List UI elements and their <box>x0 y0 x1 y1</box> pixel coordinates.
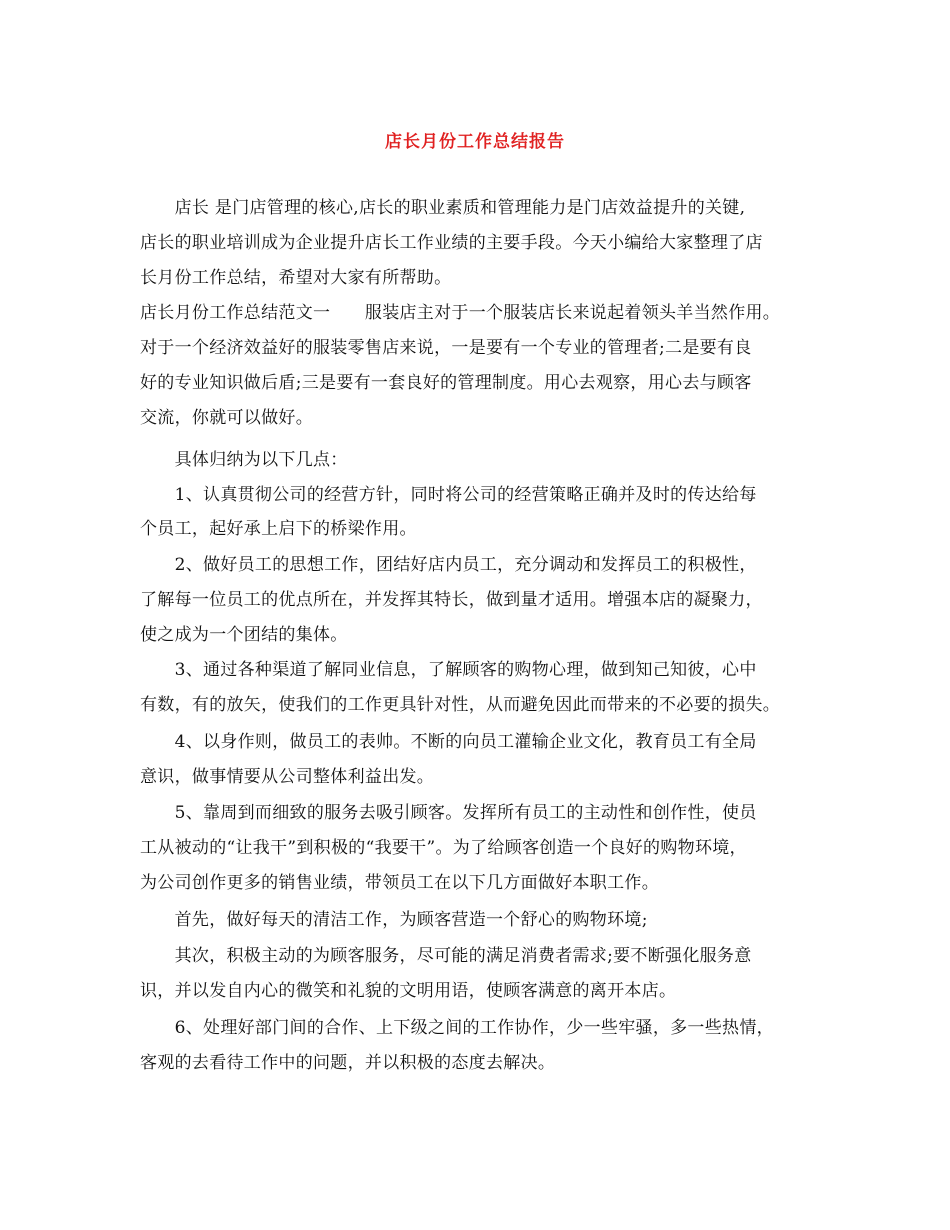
body-line: 5、靠周到而细致的服务去吸引顾客。发挥所有员工的主动性和创作性，使员 <box>140 803 757 823</box>
body-line: 工从被动的“让我干”到积极的“我要干”。为了给顾客创造一个良好的购物环境， <box>140 838 747 858</box>
body-line: 4、以身作则，做员工的表帅。不断的向员工灌输企业文化，教育员工有全局 <box>140 732 757 752</box>
body-line: 好的专业知识做后盾;三是要有一套良好的管理制度。用心去观察，用心去与顾客 <box>140 373 752 393</box>
body-line: 2、做好员工的思想工作，团结好店内员工，充分调动和发挥员工的积极性， <box>140 555 757 575</box>
body-line: 具体归纳为以下几点： <box>140 450 348 470</box>
body-line: 识，并以发自内心的微笑和礼貌的文明用语，使顾客满意的离开本店。 <box>140 981 677 1001</box>
body-line: 1、认真贯彻公司的经营方针，同时将公司的经营策略正确并及时的传达给每 <box>140 485 757 505</box>
body-line: 个员工，起好承上启下的桥梁作用。 <box>140 519 417 539</box>
body-line: 对于一个经济效益好的服装零售店来说，一是要有一个专业的管理者;二是要有良 <box>140 338 752 358</box>
body-line: 了解每一位员工的优点所在，并发挥其特长，做到量才适用。增强本店的凝聚力， <box>140 590 763 610</box>
body-line: 6、处理好部门间的合作、上下级之间的工作协作，少一些牢骚，多一些热情， <box>140 1018 774 1038</box>
body-line: 使之成为一个团结的集体。 <box>140 625 348 645</box>
document-title: 店长月份工作总结报告 <box>385 132 565 152</box>
body-line: 店长的职业培训成为企业提升店长工作业绩的主要手段。今天小编给大家整理了店 <box>140 233 763 253</box>
body-line: 有数，有的放矢，使我们的工作更具针对性，从而避免因此而带来的不必要的损失。 <box>140 695 781 715</box>
body-line: 3、通过各种渠道了解同业信息，了解顾客的购物心理，做到知己知彼，心中 <box>140 660 757 680</box>
body-line: 店长月份工作总结范文一 服装店主对于一个服装店长来说起着领头羊当然作用。 <box>140 303 781 323</box>
body-line: 店长 是门店管理的核心,店长的职业素质和管理能力是门店效益提升的关键, <box>140 198 746 218</box>
body-line: 其次，积极主动的为顾客服务，尽可能的满足消费者需求;要不断强化服务意 <box>140 946 752 966</box>
body-line: 客观的去看待工作中的问题，并以积极的态度去解决。 <box>140 1053 556 1073</box>
body-line: 长月份工作总结，希望对大家有所帮助。 <box>140 268 452 288</box>
body-line: 首先，做好每天的清洁工作，为顾客营造一个舒心的购物环境; <box>140 910 648 930</box>
body-line: 为公司创作更多的销售业绩，带领员工在以下几方面做好本职工作。 <box>140 873 659 893</box>
body-line: 交流，你就可以做好。 <box>140 408 313 428</box>
body-line: 意识，做事情要从公司整体利益出发。 <box>140 767 435 787</box>
